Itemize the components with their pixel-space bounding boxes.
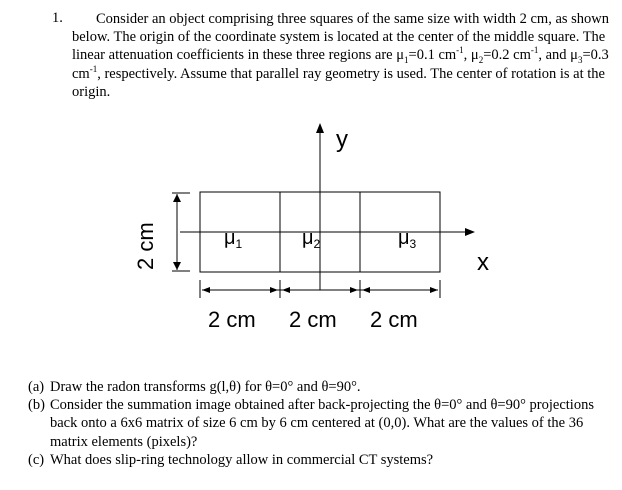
height-arrow-up: [173, 194, 181, 202]
mu2-value: =0.2 cm: [483, 47, 531, 64]
mu3-value: =0.3 cm: [72, 47, 609, 82]
mu1-subscript: 1: [404, 55, 409, 66]
mu2-symbol: μ: [470, 47, 479, 64]
mu1-label-symbol: μ: [224, 227, 236, 249]
width-arrow-left-1: [202, 287, 210, 293]
mu1-symbol: μ: [396, 47, 405, 64]
question-c: [28, 451, 618, 469]
x-axis-label: x: [477, 249, 489, 276]
y-axis-arrowhead: [316, 123, 324, 133]
question-a-text: Draw the radon transforms g(l,θ) for θ=0° and θ=90°.: [50, 379, 361, 395]
question-a-label: (a): [28, 379, 45, 395]
mu3-label-symbol: μ: [398, 227, 410, 249]
mu3-label-subscript: 3: [409, 237, 417, 251]
mu3-subscript: 3: [577, 55, 583, 66]
width-arrow-right-1: [270, 287, 278, 293]
question-b: [28, 396, 618, 451]
width-arrow-left-2: [282, 287, 290, 293]
question-c-text: What does slip-ring technology allow in commercial CT systems?: [50, 451, 434, 468]
width-arrow-right-3: [430, 287, 438, 293]
separator-comma: ,: [463, 47, 471, 64]
mu3-symbol: μ: [570, 47, 578, 64]
question-c-label: (c): [28, 451, 45, 468]
width-label-3: 2 cm: [370, 307, 418, 332]
width-arrow-left-3: [362, 287, 370, 293]
separator-and: , and: [538, 47, 571, 64]
mu1-unit-exponent: -1: [456, 45, 464, 56]
width-arrow-right-2: [350, 287, 358, 293]
problem-number: 1.: [52, 10, 63, 26]
question-list: [28, 378, 618, 469]
height-dimension-label: 2 cm: [133, 222, 158, 270]
mu2-subscript: 2: [478, 55, 484, 66]
region-label-mu1: [224, 227, 243, 251]
region-label-mu3: [398, 227, 417, 251]
question-a: [28, 378, 618, 396]
mu2-label-symbol: μ: [302, 227, 314, 249]
mu1-value: =0.1 cm: [408, 47, 457, 64]
problem-outro: , respectively. Assume that parallel ray geometry is used. The center of rotation is at the origin.: [72, 65, 605, 100]
width-label-1: 2 cm: [208, 307, 256, 332]
mu3-unit-exponent: -1: [89, 63, 98, 74]
question-b-label: (b): [28, 397, 45, 414]
x-axis-arrowhead: [465, 228, 475, 236]
region-label-mu2: [302, 227, 321, 251]
y-axis-label: y: [336, 126, 348, 153]
width-label-2: 2 cm: [289, 307, 337, 332]
mu1-label-subscript: 1: [235, 237, 243, 251]
mu2-label-subscript: 2: [313, 237, 321, 251]
question-b-text: Consider the summation image obtained after back-projecting the θ=0° and θ=90° projections back onto a 6x6 matrix of size 6 cm by 6 cm centered at (0,0). What are the values of the 36 matrix elements (pixels)?: [50, 397, 594, 450]
mu2-unit-exponent: -1: [530, 45, 539, 56]
problem-intro: Consider an object comprising three squares of the same size with width 2 cm, as shown below. The origin of the coordinate system is located at the center of the middle square. The linear attenuation coefficients in these three regions are: [72, 11, 610, 64]
height-arrow-down: [173, 262, 181, 270]
